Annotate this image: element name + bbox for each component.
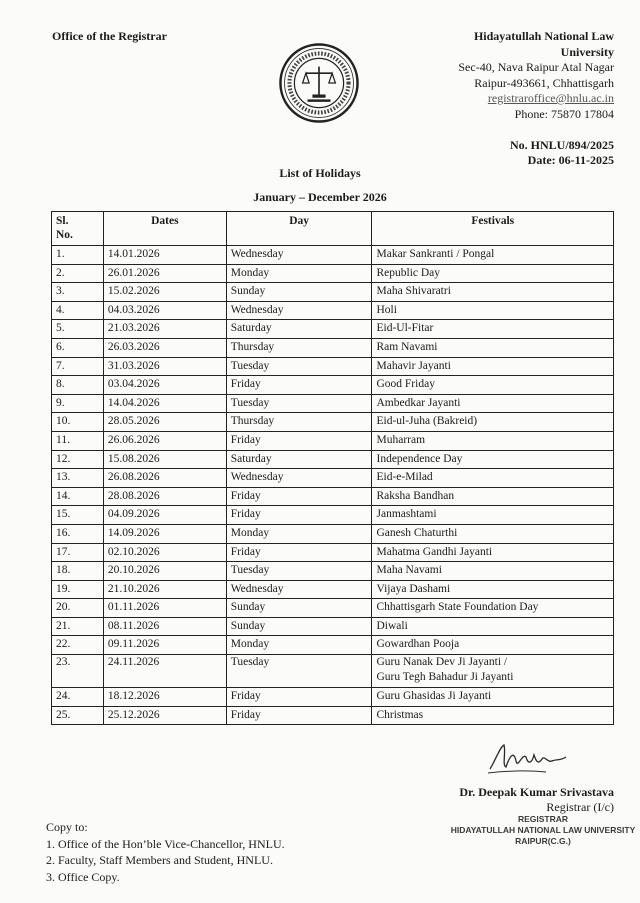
cell-date: 24.11.2026 — [103, 655, 226, 688]
cell-day: Wednesday — [226, 246, 372, 265]
cell-day: Friday — [226, 706, 372, 725]
stamp-line2: HIDAYATULLAH NATIONAL LAW UNIVERSITY — [450, 825, 636, 835]
cell-festival: Muharram — [372, 431, 614, 450]
cell-day: Monday — [226, 636, 372, 655]
cell-date: 03.04.2026 — [103, 376, 226, 395]
cell-date: 26.06.2026 — [103, 431, 226, 450]
cell-sl-no: 12. — [52, 450, 104, 469]
cell-date: 26.01.2026 — [103, 264, 226, 283]
registrar-stamp — [448, 814, 638, 847]
cell-festival: Eid-e-Milad — [372, 469, 614, 488]
cell-sl-no: 4. — [52, 301, 104, 320]
copy-to-item: 3. Office Copy. — [46, 869, 120, 884]
signatory-designation: Registrar (I/c) — [546, 800, 614, 814]
cell-day: Tuesday — [226, 394, 372, 413]
cell-festival: Mahavir Jayanti — [372, 357, 614, 376]
cell-festival-line: Guru Tegh Bahadur Ji Jayanti — [376, 671, 514, 684]
cell-day: Wednesday — [226, 301, 372, 320]
cell-sl-no: 19. — [52, 580, 104, 599]
table-row — [52, 283, 614, 302]
table-row — [52, 562, 614, 581]
cell-sl-no: 16. — [52, 524, 104, 543]
column-header-dates: Dates — [103, 212, 226, 246]
cell-sl-no: 2. — [52, 264, 104, 283]
cell-day: Saturday — [226, 450, 372, 469]
cell-day: Friday — [226, 376, 372, 395]
cell-festival: Makar Sankranti / Pongal — [372, 246, 614, 265]
university-name-line2: University — [560, 44, 614, 59]
cell-date: 01.11.2026 — [103, 599, 226, 618]
cell-day: Tuesday — [226, 357, 372, 376]
table-row — [52, 338, 614, 357]
document-subtitle: January – December 2026 — [253, 190, 387, 204]
table-row — [52, 524, 614, 543]
cell-day: Thursday — [226, 413, 372, 432]
cell-festival: Janmashtami — [372, 506, 614, 525]
copy-to-item: 1. Office of the Hon’ble Vice-Chancellor, HNLU. — [46, 836, 285, 851]
cell-day: Thursday — [226, 338, 372, 357]
office-heading: Office of the Registrar — [52, 29, 167, 43]
cell-festival: Ambedkar Jayanti — [372, 394, 614, 413]
cell-day: Friday — [226, 688, 372, 707]
cell-day: Monday — [226, 524, 372, 543]
table-row — [52, 688, 614, 707]
university-address-block — [394, 29, 614, 122]
cell-date: 28.05.2026 — [103, 413, 226, 432]
cell-festival: Gowardhan Pooja — [372, 636, 614, 655]
cell-day: Sunday — [226, 599, 372, 618]
table-row — [52, 376, 614, 395]
university-seal-icon — [278, 42, 360, 124]
cell-date: 28.08.2026 — [103, 487, 226, 506]
cell-sl-no: 5. — [52, 320, 104, 339]
cell-day: Wednesday — [226, 469, 372, 488]
cell-sl-no: 20. — [52, 599, 104, 618]
cell-date: 15.02.2026 — [103, 283, 226, 302]
table-row — [52, 450, 614, 469]
cell-sl-no: 11. — [52, 431, 104, 450]
document-date: Date: 06-11-2025 — [527, 153, 614, 167]
cell-festival: Guru Ghasidas Ji Jayanti — [372, 688, 614, 707]
cell-festival: Eid-Ul-Fitar — [372, 320, 614, 339]
copy-to-item: 2. Faculty, Staff Members and Student, HNLU. — [46, 853, 273, 867]
cell-festival-line: Guru Nanak Dev Ji Jayanti / — [376, 656, 508, 669]
cell-sl-no: 23. — [52, 655, 104, 688]
cell-sl-no: 15. — [52, 506, 104, 525]
cell-day: Friday — [226, 506, 372, 525]
table-row — [52, 706, 614, 725]
address-line2: Raipur-493661, Chhattisgarh — [474, 75, 614, 90]
cell-date: 15.08.2026 — [103, 450, 226, 469]
cell-date: 14.04.2026 — [103, 394, 226, 413]
cell-sl-no: 22. — [52, 636, 104, 655]
cell-sl-no: 13. — [52, 469, 104, 488]
cell-sl-no: 3. — [52, 283, 104, 302]
cell-date: 25.12.2026 — [103, 706, 226, 725]
table-row — [52, 506, 614, 525]
table-header-row — [52, 212, 614, 246]
cell-festival: Maha Navami — [372, 562, 614, 581]
cell-date: 21.03.2026 — [103, 320, 226, 339]
cell-festival: Ganesh Chaturthi — [372, 524, 614, 543]
cell-festival: Eid-ul-Juha (Bakreid) — [372, 413, 614, 432]
copy-to-heading: Copy to: — [46, 820, 88, 834]
cell-day: Friday — [226, 487, 372, 506]
table-row — [52, 655, 614, 688]
cell-festival: Christmas — [372, 706, 614, 725]
cell-sl-no: 14. — [52, 487, 104, 506]
cell-date: 04.03.2026 — [103, 301, 226, 320]
cell-sl-no: 1. — [52, 246, 104, 265]
table-row — [52, 599, 614, 618]
cell-sl-no: 18. — [52, 562, 104, 581]
holidays-table — [51, 211, 614, 725]
address-line1: Sec-40, Nava Raipur Atal Nagar — [458, 60, 614, 74]
table-row — [52, 543, 614, 562]
cell-date: 04.09.2026 — [103, 506, 226, 525]
column-header-festivals: Festivals — [372, 212, 614, 246]
table-row — [52, 320, 614, 339]
cell-sl-no: 21. — [52, 617, 104, 636]
cell-festival: Good Friday — [372, 376, 614, 395]
table-row — [52, 394, 614, 413]
table-row — [52, 301, 614, 320]
cell-day: Sunday — [226, 617, 372, 636]
cell-date: 26.08.2026 — [103, 469, 226, 488]
cell-date: 02.10.2026 — [103, 543, 226, 562]
cell-date: 09.11.2026 — [103, 636, 226, 655]
table-body — [52, 246, 614, 725]
reference-number: No. HNLU/894/2025 — [509, 138, 614, 152]
cell-festival: Maha Shivaratri — [372, 283, 614, 302]
cell-day: Tuesday — [226, 562, 372, 581]
table-row — [52, 617, 614, 636]
cell-date: 26.03.2026 — [103, 338, 226, 357]
column-header-sl-no: Sl. No. — [52, 212, 104, 246]
cell-sl-no: 7. — [52, 357, 104, 376]
cell-date: 08.11.2026 — [103, 617, 226, 636]
cell-sl-no: 8. — [52, 376, 104, 395]
cell-sl-no: 25. — [52, 706, 104, 725]
cell-date: 14.01.2026 — [103, 246, 226, 265]
table-row — [52, 264, 614, 283]
cell-date: 20.10.2026 — [103, 562, 226, 581]
cell-day: Friday — [226, 543, 372, 562]
cell-festival: Raksha Bandhan — [372, 487, 614, 506]
signatory-name: Dr. Deepak Kumar Srivastava — [459, 785, 614, 799]
handwritten-signature-icon — [486, 741, 572, 777]
column-header-day: Day — [226, 212, 372, 246]
table-row — [52, 469, 614, 488]
cell-date: 14.09.2026 — [103, 524, 226, 543]
cell-day: Monday — [226, 264, 372, 283]
cell-festival: Chhattisgarh State Foundation Day — [372, 599, 614, 618]
cell-festival: Mahatma Gandhi Jayanti — [372, 543, 614, 562]
stamp-line3: RAIPUR(C.G.) — [515, 836, 571, 846]
cell-date: 21.10.2026 — [103, 580, 226, 599]
table-row — [52, 636, 614, 655]
cell-sl-no: 9. — [52, 394, 104, 413]
cell-day: Friday — [226, 431, 372, 450]
cell-day: Tuesday — [226, 655, 372, 688]
stamp-line1: REGISTRAR — [517, 814, 569, 824]
cell-date: 31.03.2026 — [103, 357, 226, 376]
table-row — [52, 357, 614, 376]
cell-day: Saturday — [226, 320, 372, 339]
university-name-line1: Hidayatullah National Law — [473, 29, 614, 43]
table-row — [52, 413, 614, 432]
cell-day: Wednesday — [226, 580, 372, 599]
email-link[interactable]: registraroffice@hnlu.ac.in — [487, 91, 614, 105]
phone-number: Phone: 75870 17804 — [514, 106, 614, 121]
cell-festival: Ram Navami — [372, 338, 614, 357]
cell-sl-no: 17. — [52, 543, 104, 562]
table-row — [52, 431, 614, 450]
cell-festival: Republic Day — [372, 264, 614, 283]
cell-festival: Holi — [372, 301, 614, 320]
reference-block — [510, 138, 614, 168]
cell-festival: Diwali — [372, 617, 614, 636]
table-row — [52, 487, 614, 506]
table-row — [52, 580, 614, 599]
cell-date: 18.12.2026 — [103, 688, 226, 707]
cell-sl-no: 6. — [52, 338, 104, 357]
signatory-block — [394, 785, 614, 815]
cell-festival: Vijaya Dashami — [372, 580, 614, 599]
cell-sl-no: 10. — [52, 413, 104, 432]
cell-festival: Independence Day — [372, 450, 614, 469]
table-row — [52, 246, 614, 265]
copy-to-block — [46, 819, 285, 885]
cell-day: Sunday — [226, 283, 372, 302]
cell-festival — [372, 655, 614, 688]
document-title: List of Holidays — [279, 166, 361, 180]
cell-sl-no: 24. — [52, 688, 104, 707]
